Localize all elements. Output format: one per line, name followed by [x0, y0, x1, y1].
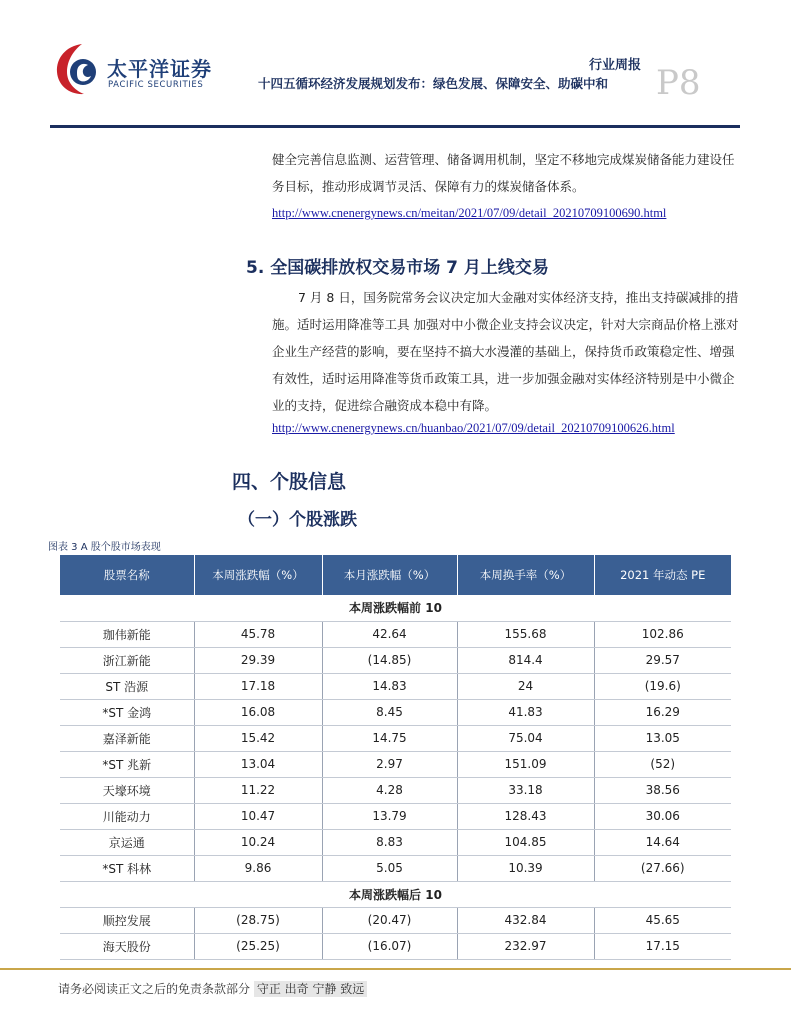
- table-row: [60, 621, 731, 647]
- month-change: 42.64: [322, 621, 457, 647]
- week-change: 9.86: [194, 855, 322, 881]
- stock-name: 嘉泽新能: [60, 725, 194, 751]
- stock-name: 京运通: [60, 829, 194, 855]
- turnover: 151.09: [457, 751, 594, 777]
- turnover: 432.84: [457, 907, 594, 933]
- table-row: [60, 647, 731, 673]
- pe-ratio: 30.06: [594, 803, 731, 829]
- company-motto: 守正 出奇 宁静 致远: [254, 981, 367, 997]
- month-change: (14.85): [322, 647, 457, 673]
- month-change: 5.05: [322, 855, 457, 881]
- source-link-1[interactable]: http://www.cnenergynews.cn/meitan/2021/07/09/detail_20210709100690.html: [272, 206, 667, 220]
- logo-english-name: PACIFIC SECURITIES: [108, 80, 204, 90]
- table-row: [60, 751, 731, 777]
- week-change: 10.47: [194, 803, 322, 829]
- section-5-title: 5. 全国碳排放权交易市场 7 月上线交易: [246, 258, 549, 278]
- week-change: 11.22: [194, 777, 322, 803]
- logo-chinese-name: 太平洋证券: [107, 57, 212, 81]
- turnover: 232.97: [457, 933, 594, 959]
- stock-name: 海天股份: [60, 933, 194, 959]
- heading-stock-movement: （一）个股涨跌: [238, 510, 357, 530]
- week-change: 10.24: [194, 829, 322, 855]
- column-header: 本月涨跌幅（%）: [322, 555, 457, 595]
- turnover: 24: [457, 673, 594, 699]
- table-row: [60, 699, 731, 725]
- month-change: 14.83: [322, 673, 457, 699]
- report-type: 行业周报: [588, 58, 641, 73]
- stock-name: 天壕环境: [60, 777, 194, 803]
- month-change: (20.47): [322, 907, 457, 933]
- table-row: [60, 933, 731, 959]
- column-header: 本周换手率（%）: [457, 555, 594, 595]
- week-change: 15.42: [194, 725, 322, 751]
- paragraph-coal-reserve: 健全完善信息监测、运营管理、储备调用机制，坚定不移地完成煤炭储备能力建设任务目标，推动形成调节灵活、保障有力的煤炭储备体系。: [272, 152, 735, 194]
- table-row: [60, 829, 731, 855]
- table-row: [60, 855, 731, 881]
- month-change: 4.28: [322, 777, 457, 803]
- table-header-row: [60, 555, 731, 595]
- turnover: 10.39: [457, 855, 594, 881]
- month-change: (16.07): [322, 933, 457, 959]
- source-link-2[interactable]: http://www.cnenergynews.cn/huanbao/2021/07/09/detail_20210709100626.html: [272, 421, 675, 435]
- week-change: 45.78: [194, 621, 322, 647]
- header-divider: [50, 125, 740, 128]
- stock-name: *ST 金鸿: [60, 699, 194, 725]
- paragraph-carbon-market: 7 月 8 日，国务院常务会议决定加大金融对实体经济支持，推出支持碳减排的措施。适时运用降准等工具 加强对中小微企业支持会议决定，针对大宗商品价格上涨对企业生产经营的影响，要在坚持不搞大水漫灌的基础上，保持货币政策稳定性、增强有效性，适时运用降准等货币政策工具，进一步加强金融对实体经济特别是中小微企业的支持，促进综合融资成本稳中有降。: [272, 290, 739, 413]
- pe-ratio: 13.05: [594, 725, 731, 751]
- pe-ratio: 29.57: [594, 647, 731, 673]
- stock-name: 珈伟新能: [60, 621, 194, 647]
- column-header: 2021 年动态 PE: [594, 555, 731, 595]
- stock-performance-table: [60, 555, 731, 960]
- turnover: 75.04: [457, 725, 594, 751]
- footer: [58, 980, 367, 997]
- stock-name: *ST 兆新: [60, 751, 194, 777]
- week-change: 13.04: [194, 751, 322, 777]
- week-change: (25.25): [194, 933, 322, 959]
- pe-ratio: 16.29: [594, 699, 731, 725]
- column-header: 股票名称: [60, 555, 194, 595]
- stock-name: ST 浩源: [60, 673, 194, 699]
- turnover: 128.43: [457, 803, 594, 829]
- week-change: 17.18: [194, 673, 322, 699]
- pe-ratio: 17.15: [594, 933, 731, 959]
- footer-divider: [0, 968, 791, 970]
- pe-ratio: 38.56: [594, 777, 731, 803]
- group-label-bottom10: 本周涨跌幅后 10: [60, 881, 731, 907]
- table-row: [60, 907, 731, 933]
- week-change: (28.75): [194, 907, 322, 933]
- table-row: [60, 777, 731, 803]
- stock-name: 浙江新能: [60, 647, 194, 673]
- table-group-row: [60, 881, 731, 907]
- table-row: [60, 725, 731, 751]
- pacific-logo-icon: [52, 40, 104, 98]
- week-change: 16.08: [194, 699, 322, 725]
- disclaimer-text: 请务必阅读正文之后的免责条款部分: [58, 982, 251, 996]
- turnover: 814.4: [457, 647, 594, 673]
- month-change: 13.79: [322, 803, 457, 829]
- turnover: 33.18: [457, 777, 594, 803]
- turnover: 155.68: [457, 621, 594, 647]
- column-header: 本周涨跌幅（%）: [194, 555, 322, 595]
- group-label-top10: 本周涨跌幅前 10: [60, 595, 731, 621]
- turnover: 41.83: [457, 699, 594, 725]
- figure-caption: 图表 3 A 股个股市场表现: [48, 542, 161, 553]
- table-row: [60, 803, 731, 829]
- month-change: 14.75: [322, 725, 457, 751]
- stock-name: 川能动力: [60, 803, 194, 829]
- table-group-row: [60, 595, 731, 621]
- table-row: [60, 673, 731, 699]
- month-change: 8.83: [322, 829, 457, 855]
- page-number: P8: [656, 63, 701, 103]
- company-logo: [52, 40, 212, 98]
- pe-ratio: 14.64: [594, 829, 731, 855]
- month-change: 8.45: [322, 699, 457, 725]
- stock-name: *ST 科林: [60, 855, 194, 881]
- heading-stock-info: 四、个股信息: [232, 471, 347, 493]
- stock-name: 顺控发展: [60, 907, 194, 933]
- week-change: 29.39: [194, 647, 322, 673]
- pe-ratio: 102.86: [594, 621, 731, 647]
- pe-ratio: 45.65: [594, 907, 731, 933]
- report-title: 十四五循环经济发展规划发布：绿色发展、保障安全、助碳中和: [258, 76, 609, 91]
- pe-ratio: (52): [594, 751, 731, 777]
- month-change: 2.97: [322, 751, 457, 777]
- pe-ratio: (27.66): [594, 855, 731, 881]
- turnover: 104.85: [457, 829, 594, 855]
- pe-ratio: (19.6): [594, 673, 731, 699]
